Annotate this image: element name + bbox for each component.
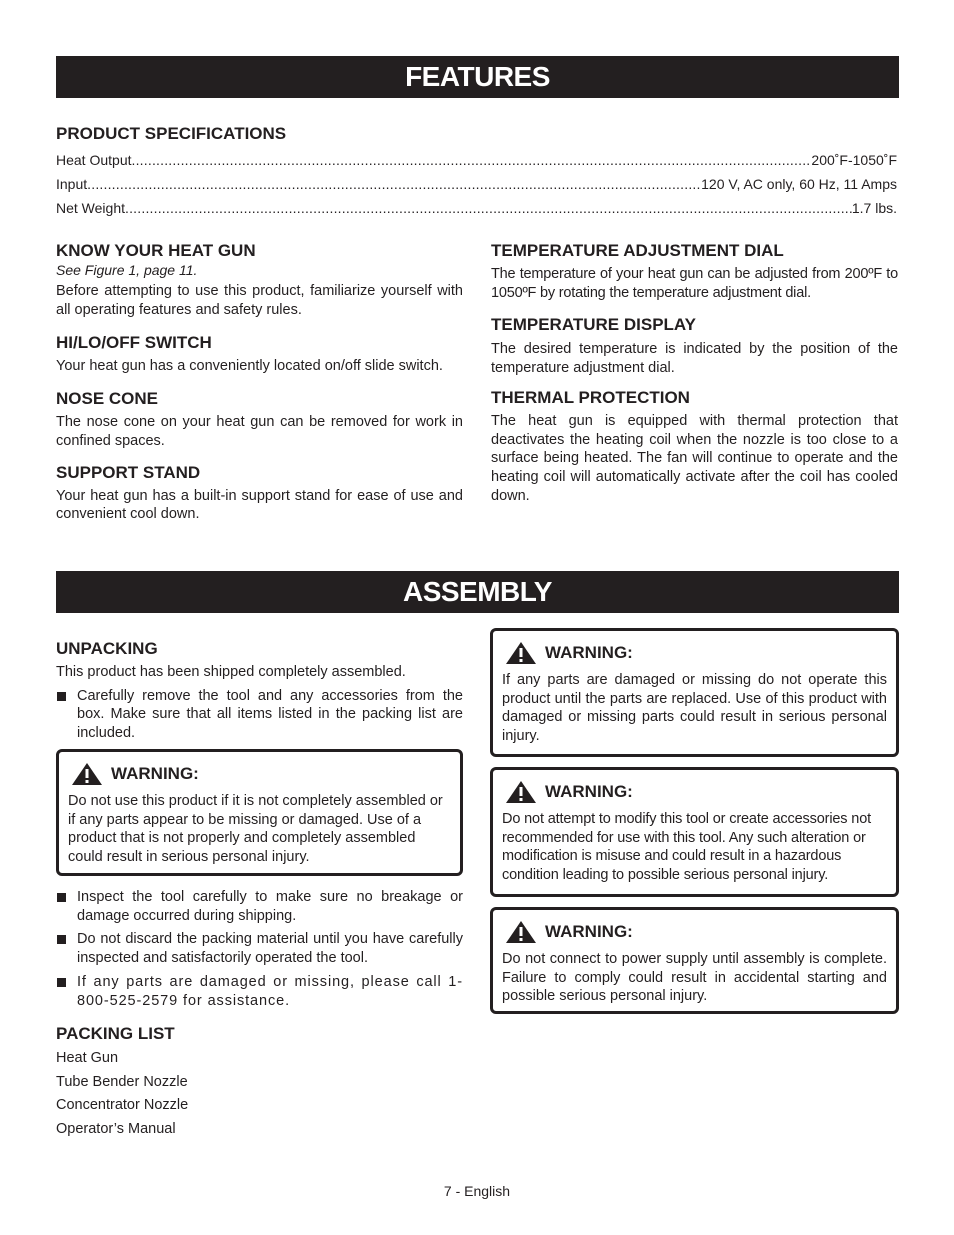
assembly-title: ASSEMBLY <box>402 576 552 607</box>
page-footer: 7 - English <box>443 1183 511 1199</box>
warning-header <box>502 780 887 804</box>
warning-text: Do not connect to power supply until assembly is complete. Failure to comply could result in accidental starting and possible serious personal injury. <box>502 951 887 1005</box>
square-bullet-icon <box>57 978 66 987</box>
features-banner <box>56 56 899 98</box>
assembly-banner <box>56 571 899 613</box>
figure-reference: See Figure 1, page 11. <box>56 262 198 278</box>
dial-text: The temperature of your heat gun can be adjusted from 200ºF to 1050ºF by rotating the temperature adjustment dial. <box>491 266 898 301</box>
features-left-column <box>56 241 463 524</box>
warning-box-modify <box>490 767 899 897</box>
warning-triangle-icon <box>71 762 103 786</box>
list-item-text: Do not discard the packing material until you have carefully inspected and satisfactorily operated the tool. <box>77 931 463 967</box>
packing-list-section <box>56 1024 463 1141</box>
warning-header <box>502 641 887 665</box>
packing-list-item: Tube Bender Nozzle <box>56 1073 188 1090</box>
warning-title: WARNING: <box>545 922 633 941</box>
switch-heading: HI/LO/OFF SWITCH <box>56 333 212 353</box>
packing-list-item: Concentrator Nozzle <box>56 1097 189 1113</box>
warning-triangle-icon <box>505 920 537 944</box>
unpacking-list-b <box>56 888 463 1010</box>
spec-label: Input <box>56 176 88 192</box>
nose-cone-text: The nose cone on your heat gun can be removed for work in confined spaces. <box>56 414 463 449</box>
thermal-heading: THERMAL PROTECTION <box>491 387 690 407</box>
spec-value: 120 V, AC only, 60 Hz, 11 Amps <box>701 176 897 192</box>
packing-list <box>56 1047 463 1141</box>
warning-triangle-icon <box>505 641 537 665</box>
display-text: The desired temperature is indicated by the position of the temperature adjustment dial. <box>491 341 898 377</box>
display-heading: TEMPERATURE DISPLAY <box>491 315 696 335</box>
warning-title: WARNING: <box>545 782 633 801</box>
warning-title: WARNING: <box>111 764 199 783</box>
list-item-text: Inspect the tool carefully to make sure no breakage or damage occurred during shipping. <box>77 889 463 924</box>
warning-triangle-icon <box>505 780 537 804</box>
spec-row-heat-output <box>56 148 897 172</box>
list-item <box>56 973 463 1010</box>
warning-box-power <box>490 907 899 1014</box>
warning-text: Do not attempt to modify this tool or create accessories not recommended for use with this tool. Any such alteration or modification is misuse and could result in a hazardous condition leading to possible serious personal injury. <box>502 811 871 884</box>
unpacking-heading: UNPACKING <box>56 639 158 658</box>
square-bullet-icon <box>57 935 66 944</box>
support-stand-text: Your heat gun has a built-in support stand for ease of use and convenient cool down. <box>56 487 463 523</box>
packing-list-heading: PACKING LIST <box>56 1024 175 1043</box>
product-specifications <box>56 124 897 220</box>
leader-dots <box>132 148 812 172</box>
leader-dots <box>87 172 701 196</box>
warning-header <box>502 920 887 944</box>
know-heading: KNOW YOUR HEAT GUN <box>56 241 256 260</box>
list-item <box>56 930 463 967</box>
switch-text: Your heat gun has a conveniently located on/off slide switch. <box>56 358 443 375</box>
dial-heading: TEMPERATURE ADJUSTMENT DIAL <box>491 241 784 260</box>
packing-list-item: Operator’s Manual <box>56 1120 176 1137</box>
spec-label: Heat Output <box>56 152 132 168</box>
list-item <box>56 687 463 743</box>
warning-box-damaged <box>490 628 899 757</box>
packing-list-item: Heat Gun <box>56 1050 119 1066</box>
unpacking-intro: This product has been shipped completely assembled. <box>56 664 406 680</box>
warning-box-assembled <box>56 749 463 876</box>
warning-text: If any parts are damaged or missing do not operate this product until the parts are replaced. Use of this product with damaged or missing parts could result in serious personal injury. <box>502 672 887 745</box>
list-item-text: Carefully remove the tool and any accessories from the box. Make sure that all items listed in the packing list are included. <box>77 687 463 742</box>
spec-label: Net Weight <box>56 200 125 216</box>
warning-text: Do not use this product if it is not completely assembled or if any parts appear to be missing or damaged. Use of a product that is not properly and completely assembled could result in serious personal injury. <box>68 793 443 866</box>
product-specs-heading: PRODUCT SPECIFICATIONS <box>56 124 287 143</box>
know-text: Before attempting to use this product, familiarize yourself with all operating features and safety rules. <box>56 283 463 318</box>
unpacking-list-b-wrap <box>56 888 463 1010</box>
unpacking-list-a <box>56 687 463 743</box>
square-bullet-icon <box>57 893 66 902</box>
features-title: FEATURES <box>405 61 550 92</box>
unpacking-section <box>56 639 463 743</box>
spec-row-input <box>56 172 897 196</box>
spec-value: 200˚F-1050˚F <box>811 152 897 168</box>
thermal-text: The heat gun is equipped with thermal protection that deactivates the heating coil when the nozzle is too close to a surface being heated. The fan will continue to operate and the heating coil will automatically activate after the coil has cooled down. <box>491 412 898 504</box>
warning-header <box>68 762 451 786</box>
square-bullet-icon <box>57 692 66 701</box>
features-right-column <box>491 241 898 505</box>
support-stand-heading: SUPPORT STAND <box>56 462 201 482</box>
leader-dots <box>125 196 852 220</box>
list-item-text: If any parts are damaged or missing, please call 1-800-525-2579 for assistance. <box>77 973 463 1009</box>
warning-title: WARNING: <box>545 643 633 662</box>
spec-value: 1.7 lbs. <box>851 200 897 216</box>
spec-row-net-weight <box>56 196 897 220</box>
list-item <box>56 888 463 925</box>
nose-cone-heading: NOSE CONE <box>56 389 159 409</box>
